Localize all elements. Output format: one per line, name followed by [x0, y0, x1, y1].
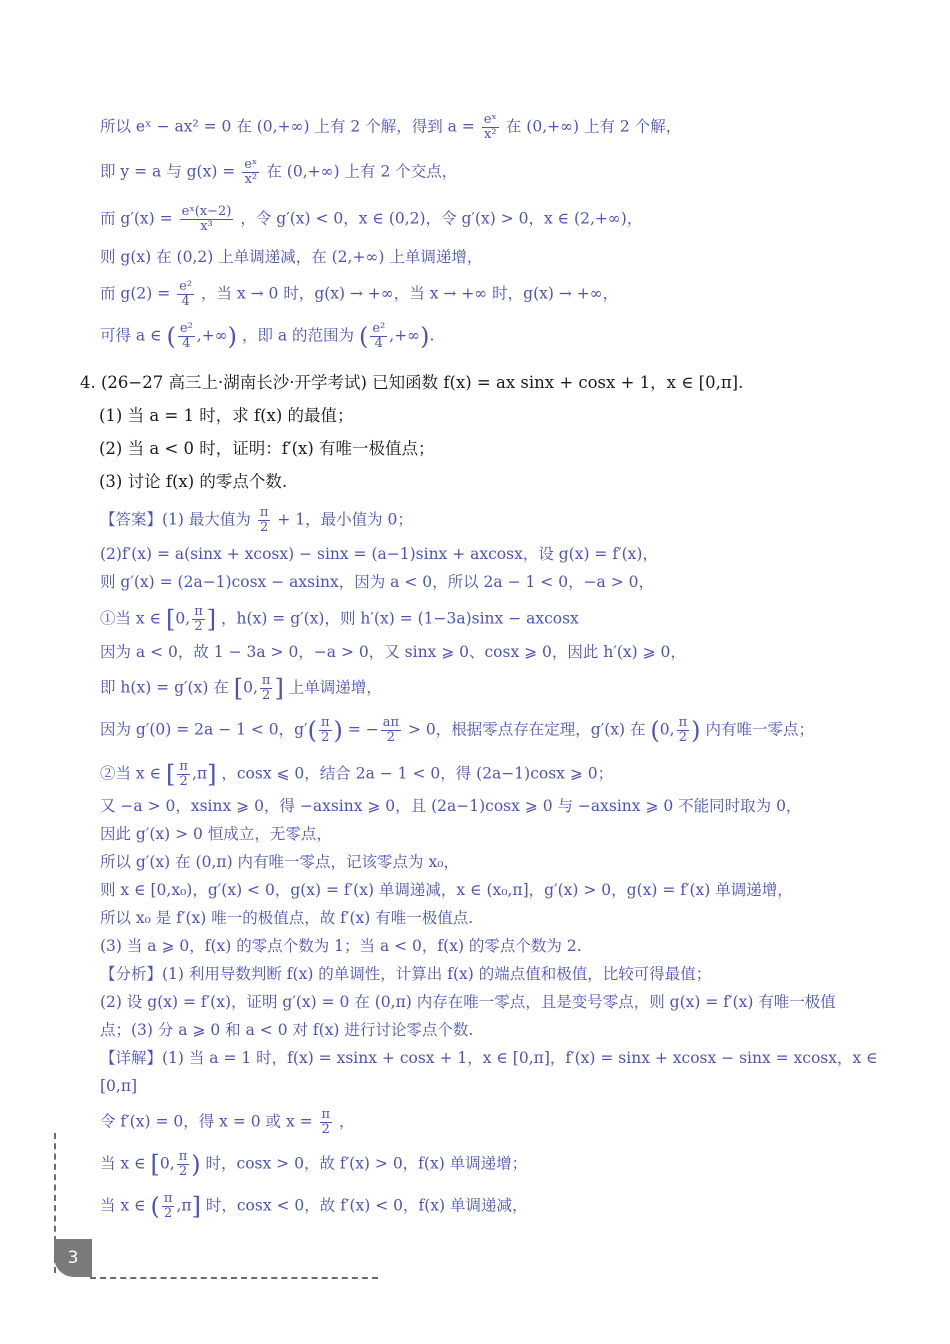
left-bracket: [ — [150, 1150, 160, 1179]
fraction — [180, 205, 234, 234]
numerator: eˣ — [244, 157, 258, 172]
text: 0, — [659, 720, 675, 739]
analysis-line-1: 【分析】(1) 利用导数判断 f(x) 的单调性，计算出 f(x) 的端点值和极值，比较可得最值； — [100, 965, 712, 983]
answer-line-10: 因此 g′(x) > 0 恒成立，无零点， — [100, 825, 332, 843]
numerator: π — [178, 1149, 188, 1164]
numerator: aπ — [382, 715, 400, 730]
fraction — [177, 760, 190, 789]
detail-line-5 — [100, 1192, 528, 1221]
right-paren: ) — [191, 1150, 201, 1179]
answer-line-13: 所以 x₀ 是 f′(x) 唯一的极值点，故 f′(x) 有唯一极值点. — [100, 909, 474, 927]
text: ， — [339, 1112, 355, 1131]
right-bracket: ] — [206, 605, 217, 634]
text: ,+∞ — [196, 326, 228, 345]
answer-line-11: 所以 g′(x) 在 (0,π) 内有唯一零点，记该零点为 x₀， — [100, 853, 459, 871]
text: 而 g(2) = — [100, 284, 171, 303]
denominator: x³ — [200, 219, 213, 234]
solution-line-1 — [100, 113, 681, 142]
fraction — [677, 716, 690, 745]
text: 当 x ∈ — [100, 1154, 146, 1173]
numerator: eˣ — [483, 112, 497, 127]
question-4-part-1: (1) 当 a = 1 时，求 f(x) 的最值； — [99, 406, 354, 425]
fraction — [260, 674, 273, 703]
text: ，即 a 的范围为 — [241, 326, 355, 345]
text: 内有唯一零点； — [705, 720, 814, 739]
page-number-badge: 3 — [54, 1239, 92, 1277]
fraction — [177, 280, 194, 309]
answer-line-9: 又 −a > 0，xsinx ⩾ 0，得 −axsinx ⩾ 0，且 (2a−1)cosx ⩾ 0 与 −axsinx ⩾ 0 不能同时取为 0， — [100, 797, 802, 815]
answer-line-3: 则 g′(x) = (2a−1)cosx − axsinx，因为 a < 0，所以 2a − 1 < 0，−a > 0， — [100, 573, 654, 591]
left-paren: ( — [166, 322, 176, 351]
left-bracket: [ — [166, 760, 176, 789]
left-paren: ( — [650, 716, 660, 745]
footer-dashed-border-horizontal — [90, 1277, 378, 1279]
numerator: e² — [372, 321, 386, 336]
answer-line-12: 则 x ∈ [0,x₀)，g′(x) < 0，g(x) = f′(x) 单调递减，x ∈ (x₀,π]，g′(x) > 0，g(x) = f′(x) 单调递增， — [100, 881, 793, 899]
text: ,π — [176, 1196, 192, 1215]
fraction — [482, 113, 499, 142]
text: 在 (0,+∞) 上有 2 个解， — [505, 117, 682, 136]
numerator: eˣ(x−2) — [181, 204, 232, 219]
denominator: x² — [244, 172, 258, 187]
denominator: 2 — [262, 688, 271, 703]
right-bracket: ] — [274, 674, 284, 703]
text: ，cosx ⩽ 0，结合 2a − 1 < 0，得 (2a−1)cosx ⩾ 0； — [221, 764, 614, 783]
left-paren: ( — [358, 322, 369, 351]
answer-line-14: (3) 当 a ⩾ 0，f(x) 的零点个数为 1；当 a < 0，f(x) 的零点个数为 2. — [100, 937, 582, 955]
answer-line-2: (2)f′(x) = a(sinx + xcosx) − sinx = (a−1)sinx + axcosx，设 g(x) = f′(x)， — [100, 545, 658, 563]
left-paren: ( — [307, 716, 317, 745]
numerator: π — [179, 759, 188, 774]
analysis-line-3: 点；(3) 分 a ⩾ 0 和 a < 0 对 f(x) 进行讨论零点个数. — [100, 1021, 474, 1039]
right-paren: ) — [227, 322, 237, 351]
right-paren: ) — [333, 716, 343, 745]
denominator: 4 — [181, 294, 190, 309]
text: 上单调递增， — [288, 678, 382, 697]
text: 0, — [175, 609, 191, 628]
text: ,π — [191, 764, 208, 783]
solution-line-2 — [100, 158, 457, 187]
text: 当 x ∈ — [100, 1196, 146, 1215]
numerator: π — [321, 1107, 331, 1122]
numerator: e² — [179, 321, 193, 336]
text: 即 h(x) = g′(x) 在 — [100, 678, 229, 697]
answer-line-1 — [100, 506, 413, 535]
right-paren: ) — [691, 716, 701, 745]
text: 而 g′(x) = — [100, 209, 173, 228]
numerator: π — [194, 604, 203, 619]
text: ，h(x) = g′(x)，则 h′(x) = (1−3a)sinx − axcosx — [221, 609, 579, 628]
denominator: 2 — [321, 730, 330, 745]
fraction — [258, 506, 271, 535]
text: 可得 a ∈ — [100, 326, 162, 345]
solution-line-3 — [100, 205, 642, 234]
text: 0, — [243, 678, 258, 697]
fraction — [242, 158, 259, 187]
denominator: 2 — [178, 1164, 188, 1179]
fraction — [162, 1192, 175, 1221]
text: ，当 x → 0 时，g(x) → +∞，当 x → +∞ 时，g(x) → +∞， — [201, 284, 619, 303]
text: 即 y = a 与 g(x) = — [100, 162, 236, 181]
numerator: π — [259, 505, 269, 520]
denominator: 4 — [182, 336, 191, 351]
fraction — [178, 322, 195, 351]
text: ②当 x ∈ — [100, 764, 162, 783]
text: > 0，根据零点存在定理，g′(x) 在 — [408, 720, 646, 739]
question-4-part-3: (3) 讨论 f(x) 的零点个数. — [99, 472, 288, 491]
numerator: π — [261, 673, 271, 688]
denominator: 2 — [179, 774, 188, 789]
fraction — [370, 322, 387, 351]
denominator: 2 — [259, 520, 269, 535]
answer-line-4 — [100, 605, 579, 634]
denominator: 2 — [164, 1206, 173, 1221]
denominator: x² — [484, 127, 497, 142]
fraction — [320, 1108, 333, 1137]
solution-line-5 — [100, 280, 618, 309]
numerator: π — [163, 1191, 173, 1206]
numerator: e² — [179, 279, 193, 294]
numerator: π — [678, 715, 688, 730]
question-4-part-2: (2) 当 a < 0 时，证明：f′(x) 有唯一极值点； — [99, 439, 435, 458]
left-bracket: [ — [233, 674, 244, 703]
answer-line-5: 因为 a < 0，故 1 − 3a > 0，−a > 0，又 sinx ⩾ 0、cosx ⩾ 0，因此 h′(x) ⩾ 0， — [100, 643, 686, 661]
left-paren: ( — [150, 1192, 160, 1221]
left-bracket: [ — [166, 605, 176, 634]
analysis-line-2: (2) 设 g(x) = f′(x)，证明 g′(x) = 0 在 (0,π) 内存在唯一零点，且是变号零点，则 g(x) = f′(x) 有唯一极值 — [100, 993, 836, 1011]
answer-line-6 — [100, 674, 382, 703]
question-4-stem: 4. (26−27 高三上·湖南长沙·开学考试) 已知函数 f(x) = ax sinx + cosx + 1，x ∈ [0,π]. — [80, 373, 744, 392]
right-bracket: ] — [191, 1192, 201, 1221]
denominator: 2 — [321, 1122, 330, 1137]
detail-line-2: [0,π] — [100, 1077, 138, 1095]
text: 令 f′(x) = 0，得 x = 0 或 x = — [100, 1112, 313, 1131]
right-paren: ) — [420, 322, 430, 351]
detail-line-4 — [100, 1150, 527, 1179]
text: . — [429, 326, 435, 345]
text: 0, — [159, 1154, 175, 1173]
text: ,+∞ — [389, 326, 421, 345]
fraction — [177, 1150, 190, 1179]
denominator: 2 — [194, 619, 203, 634]
fraction — [319, 716, 332, 745]
text: ，令 g′(x) < 0，x ∈ (0,2)，令 g′(x) > 0，x ∈ (2,+∞)， — [240, 209, 643, 228]
fraction — [381, 716, 401, 745]
text: + 1，最小值为 0； — [277, 510, 413, 529]
denominator: 4 — [374, 336, 383, 351]
answer-line-8 — [100, 760, 613, 789]
denominator: 2 — [678, 730, 687, 745]
numerator: π — [321, 715, 330, 730]
text: = − — [347, 720, 379, 739]
detail-line-3 — [100, 1108, 355, 1137]
solution-line-6 — [100, 322, 434, 351]
text: 所以 eˣ − ax² = 0 在 (0,+∞) 上有 2 个解，得到 a = — [100, 117, 475, 136]
text: 在 (0,+∞) 上有 2 个交点， — [266, 162, 458, 181]
text: 时，cosx > 0，故 f′(x) > 0，f(x) 单调递增； — [205, 1154, 528, 1173]
text: ①当 x ∈ — [100, 609, 162, 628]
answer-line-7 — [100, 716, 814, 745]
fraction — [192, 605, 205, 634]
text: 时，cosx < 0，故 f′(x) < 0，f(x) 单调递减， — [205, 1196, 528, 1215]
denominator: 2 — [386, 730, 396, 745]
detail-line-1: 【详解】(1) 当 a = 1 时，f(x) = xsinx + cosx + 1，x ∈ [0,π]，f′(x) = sinx + xcosx − sinx = xcosx，x ∈ — [100, 1049, 878, 1067]
text: 因为 g′(0) = 2a − 1 < 0，g′ — [100, 720, 308, 739]
solution-line-4: 则 g(x) 在 (0,2) 上单调递减，在 (2,+∞) 上单调递增， — [100, 248, 483, 266]
right-bracket: ] — [207, 760, 217, 789]
text: 【答案】(1) 最大值为 — [100, 510, 251, 529]
